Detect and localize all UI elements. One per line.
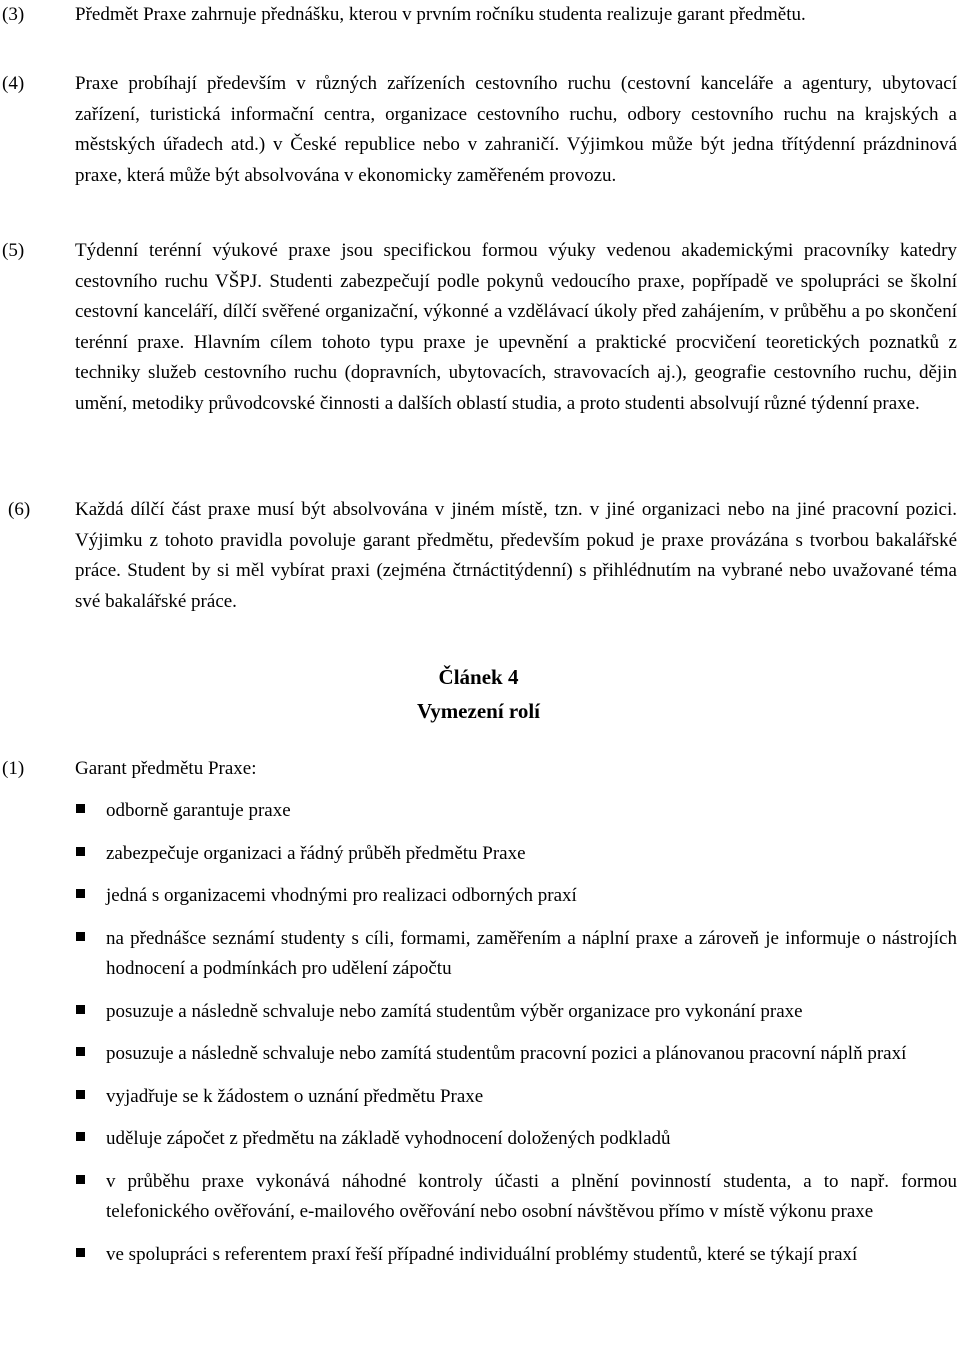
paragraph-text: Každá dílčí část praxe musí být absolvována v jiném místě, tzn. v jiné organizaci nebo na jiné pracovní pozici. Výjimku z tohoto pravidla povoluje garant předmětu, především pokud je praxe provázána s tvorbou bakalářské práce. Student by si měl vybírat praxi (zejména čtrnáctitýdenní) s přihlédnutím na vybrané nebo uvažované téma své bakalářské práce. xyxy=(75,499,957,612)
list-item: v průběhu praxe vykonává náhodné kontroly účasti a plnění povinností studenta, a to např. formou telefonického ověřování, e-mailového ověřování nebo osobní návštěvou přímo v místě výkonu praxe xyxy=(0,1167,957,1228)
bullet-square-icon xyxy=(76,889,85,898)
paragraph-number: (6) xyxy=(8,499,31,520)
bullet-square-icon xyxy=(76,1005,85,1014)
paragraph-3 xyxy=(0,0,957,31)
paragraph-number: (3) xyxy=(2,4,25,25)
list-item: ve spolupráci s referentem praxí řeší případné individuální problémy studentů, které se týkají praxí xyxy=(0,1240,957,1271)
paragraph-number: (5) xyxy=(2,240,25,261)
article-title: Vymezení rolí xyxy=(416,699,541,723)
bullet-square-icon xyxy=(76,1090,85,1099)
paragraph-text: Praxe probíhají především v různých zařízeních cestovního ruchu (cestovní kanceláře a agentury, ubytovací zařízení, turistická informační centra, organizace cestovního ruchu, odbory cestovního ruchu na krajských a městských úřadech atd.) v České republice nebo v zahraničí. Výjimkou může být jedna třítýdenní prázdninová praxe, která může být absolvována v ekonomicky zaměřeném provozu. xyxy=(75,73,957,186)
paragraph-number: (4) xyxy=(2,73,25,94)
paragraph-6 xyxy=(0,495,957,617)
bullet-square-icon xyxy=(76,847,85,856)
paragraph-4 xyxy=(0,69,957,191)
list-item: jedná s organizacemi vhodnými pro realizaci odborných praxí xyxy=(0,881,957,912)
list-item: uděluje zápočet z předmětu na základě vyhodnocení doložených podkladů xyxy=(0,1124,957,1155)
section-label: Garant předmětu Praxe: xyxy=(75,758,257,779)
bullet-square-icon xyxy=(76,1047,85,1056)
list-item: vyjadřuje se k žádostem o uznání předmětu Praxe xyxy=(0,1082,957,1113)
list-item: zabezpečuje organizaci a řádný průběh předmětu Praxe xyxy=(0,839,957,870)
list-item: posuzuje a následně schvaluje nebo zamítá studentům výběr organizace pro vykonání praxe xyxy=(0,997,957,1028)
duties-list xyxy=(0,796,957,1270)
list-item: na přednášce seznámí studenty s cíli, formami, zaměřením a náplní praxe a zároveň je informuje o nástrojích hodnocení a podmínkách pro udělení zápočtu xyxy=(0,924,957,985)
bullet-square-icon xyxy=(76,1132,85,1141)
paragraph-5 xyxy=(0,236,957,419)
section-1-header xyxy=(0,754,957,785)
bullet-square-icon xyxy=(76,932,85,941)
list-item: odborně garantuje praxe xyxy=(0,796,957,827)
paragraph-text: Týdenní terénní výukové praxe jsou specifickou formou výuky vedenou akademickými pracovníky katedry cestovního ruchu VŠPJ. Studenti zabezpečují podle pokynů vedoucího praxe, popřípadě ve spolupráci se školní cestovní kanceláří, dílčí svěřené organizační, výkonné a vzdělávací úkoly před zahájením, v průběhu a po skončení terénní praxe. Hlavním cílem tohoto typu praxe je upevnění a praktické procvičení teoretických poznatků z techniky služeb cestovního ruchu (dopravních, ubytovacích, stravovacích aj.), geografie cestovního ruchu, dějin umění, metodiky průvodcovské činnosti a dalších oblastí studia, a proto studenti absolvují různé týdenní praxe. xyxy=(75,240,957,414)
bullet-square-icon xyxy=(76,1175,85,1184)
section-number: (1) xyxy=(2,758,25,779)
list-item: posuzuje a následně schvaluje nebo zamítá studentům pracovní pozici a plánovanou pracovní náplň praxí xyxy=(0,1039,957,1070)
paragraph-text: Předmět Praxe zahrnuje přednášku, kterou v prvním ročníku studenta realizuje garant předmětu. xyxy=(75,4,806,25)
bullet-square-icon xyxy=(76,804,85,813)
article-number: Článek 4 xyxy=(438,665,519,689)
bullet-square-icon xyxy=(76,1248,85,1257)
